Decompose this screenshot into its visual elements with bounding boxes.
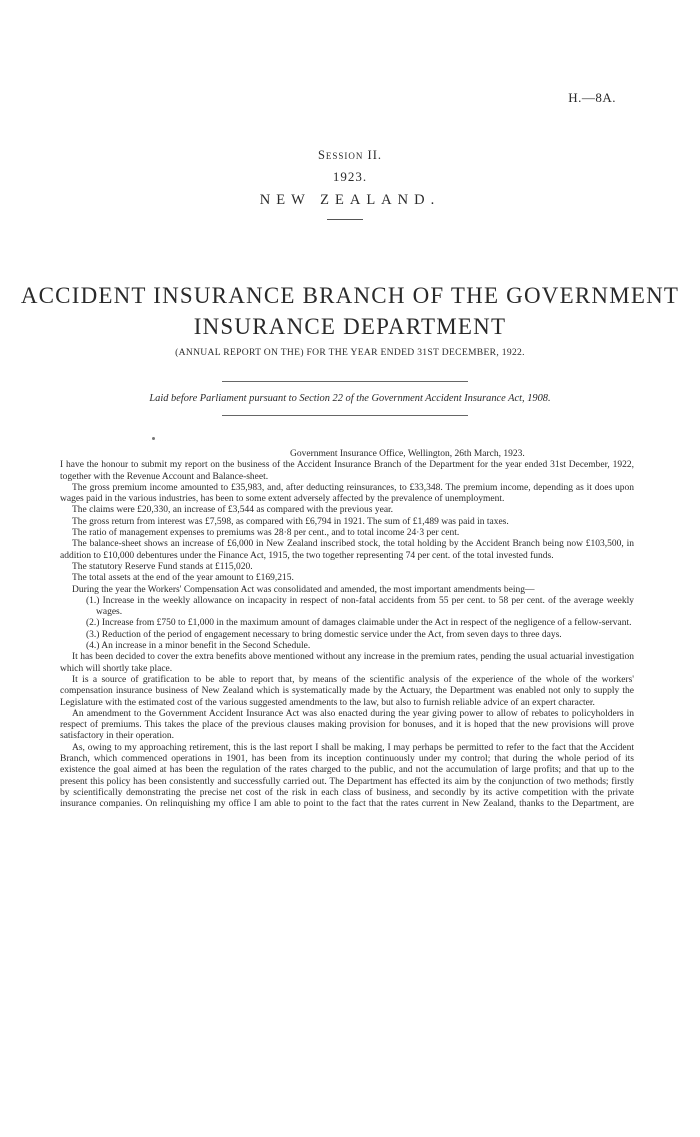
paragraph: The balance-sheet shows an increase of £6,000 in New Zealand inscribed stock, the total holding by the Accident Branch being now £103,500, in addition to £10,000 debentures under the Finance Act, 1915, the two together representing 74 per cent. of the total invested funds. xyxy=(60,539,634,561)
paragraph: As, owing to my approaching retirement, this is the last report I shall be making, I may perhaps be permitted to refer to the fact that the Accident Branch, which commenced operations in 1901, has been from its inception continuously under my control; that during the whole period of its existence the goal aimed at has been the regulation of the rates charged to the public, and not the accumulation of large profits; and that up to the present this policy has been consistently and successfully carried out. The Department has effected its aim by the conjunction of two methods; firstly by scientifically demonstrating the precise net cost of the risk in each class of business, and secondly by its active competition with the private insurance companies. On relinquishing my office I am able to point to the fact that the rates current in New Zealand, thanks to the Department, are xyxy=(60,742,634,810)
paragraph: The claims were £20,330, an increase of £3,544 as compared with the previous year. xyxy=(72,505,394,516)
paragraph: The total assets at the end of the year amount to £169,215. xyxy=(72,573,294,584)
dateline: Government Insurance Office, Wellington, 26th March, 1923. xyxy=(290,449,525,459)
divider-bottom xyxy=(222,415,468,416)
paragraph: It has been decided to cover the extra benefits above mentioned without any increase in the premium rates, pending the usual actuarial investigation which will shortly take place. xyxy=(60,652,634,674)
ink-speck xyxy=(152,437,155,440)
report-title-line-2: INSURANCE DEPARTMENT xyxy=(193,314,507,339)
divider-top xyxy=(222,381,468,382)
paper-reference: H.—8A. xyxy=(568,90,616,105)
paragraph: The gross return from interest was £7,598, as compared with £6,794 in 1921. The sum of £1,489 was paid in taxes. xyxy=(72,516,509,527)
report-title-line-1: ACCIDENT INSURANCE BRANCH OF THE GOVERNMENT xyxy=(20,283,680,308)
paragraph: It is a source of gratification to be able to report that, by means of the scientific analysis of the experience of the whole of the workers' compensation insurance business of New Zealand which is systematically made by the Actuary, the Department was enabled not only to supply the Legislature with the estimated cost of the various suggested amendments to the law, but also to furnish reliable advice of an expert character. xyxy=(60,674,634,708)
paragraph: The statutory Reserve Fund stands at £115,020. xyxy=(72,561,253,572)
report-body xyxy=(60,449,634,811)
paragraph: During the year the Workers' Compensation Act was consolidated and amended, the most important amendments being— xyxy=(72,584,535,595)
paragraph: The ratio of management expenses to premiums was 28·8 per cent., and to total income 24·3 per cent. xyxy=(72,528,460,539)
session-number: Session II. xyxy=(317,148,383,162)
report-subtitle: (ANNUAL REPORT ON THE) FOR THE YEAR ENDED 31ST DECEMBER, 1922. xyxy=(175,347,525,358)
paragraph: The gross premium income amounted to £35,983, and, after deducting reinsurances, to £33,348. The premium income, depending as it does upon wages paid in the various industries, has been to some extent adversely affected by the prevalence of unemployment. xyxy=(60,482,634,505)
country-heading: NEW ZEALAND. xyxy=(259,192,441,208)
amendment-item: (2.) Increase from £750 to £1,000 in the maximum amount of damages claimable under the Act in respect of the negligence of a fellow-servant. xyxy=(86,618,632,629)
paragraph: I have the honour to submit my report on the business of the Accident Insurance Branch of the Department for the year ended 31st December, 1922, together with the Revenue Account and Balance-sheet. xyxy=(60,460,634,482)
amendment-item: (4.) An increase in a minor benefit in the Second Schedule. xyxy=(86,641,311,652)
amendment-item: (3.) Reduction of the period of engagement necessary to bring domestic service under the Act, from seven days to three days. xyxy=(86,629,562,640)
session-year: 1923. xyxy=(332,169,368,184)
short-divider xyxy=(327,219,363,220)
laid-before-parliament: Laid before Parliament pursuant to Section 22 of the Government Accident Insurance Act, 1908. xyxy=(149,393,551,404)
paragraph: An amendment to the Government Accident Insurance Act was also enacted during the year giving power to allow of rebates to policyholders in respect of premiums. This takes the place of the previous clauses making provision for bonuses, and it is hoped that the new provisions will prove satisfactory in their operation. xyxy=(60,708,634,742)
amendment-item: (1.) Increase in the weekly allowance on incapacity in respect of non-fatal accidents from 55 per cent. to 58 per cent. of the average weekly wages. xyxy=(86,595,634,618)
